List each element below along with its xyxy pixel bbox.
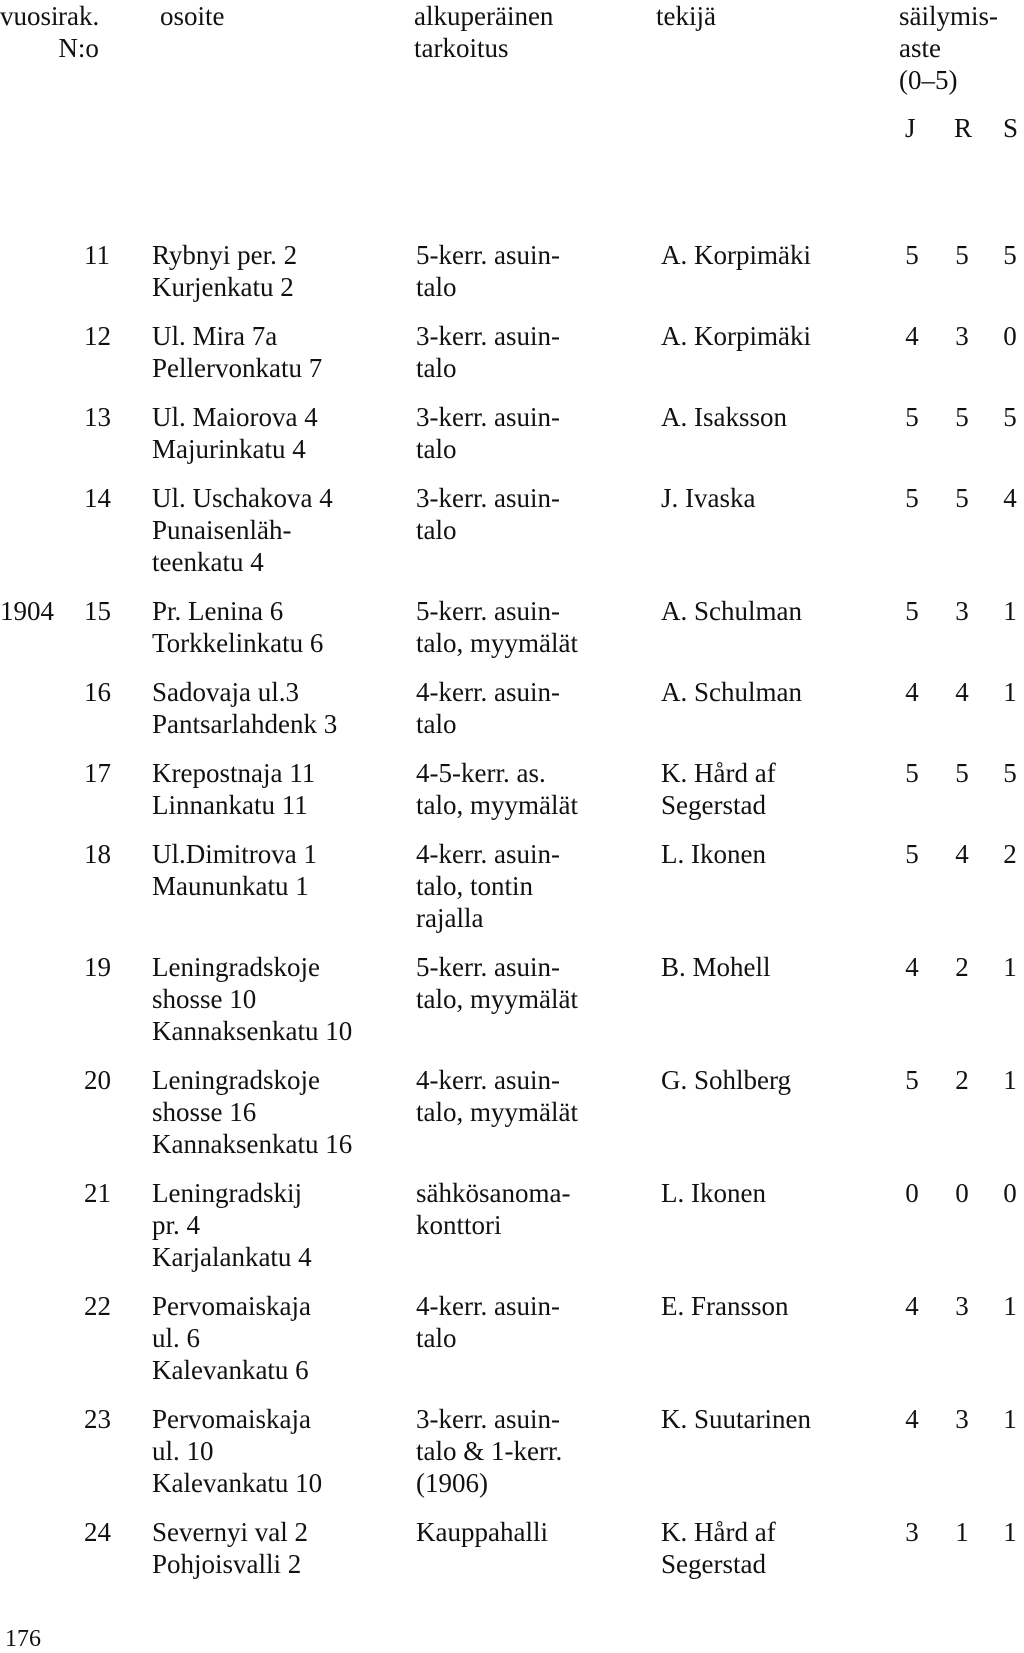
row-number: 19 [84,952,111,982]
table-row [0,401,1024,482]
row-score-j: 5 [905,1065,919,1095]
row-number: 23 [84,1404,111,1434]
row-score-r: 5 [955,240,969,270]
row-score-s: 0 [1003,321,1017,351]
row-score-r: 3 [955,321,969,351]
header-r: R [954,113,973,143]
row-purpose: 3-kerr. asuin- talo & 1-kerr. (1906) [416,1404,563,1498]
row-purpose: 4-kerr. asuin- talo, myymälät [416,1065,578,1127]
row-address: Sadovaja ul.3 Pantsarlahdenk 3 [152,677,338,739]
header-alkuperainen-tarkoitus: alkuperäinen tarkoitus [414,1,554,63]
row-author: G. Sohlberg [661,1065,792,1095]
row-address: Ul. Mira 7a Pellervonkatu 7 [152,321,323,383]
row-number: 16 [84,677,111,707]
row-address: Rybnyi per. 2 Kurjenkatu 2 [152,240,298,302]
table-row [0,239,1024,320]
row-score-j: 5 [905,839,919,869]
row-score-r: 2 [955,1065,969,1095]
row-author: A. Schulman [661,677,802,707]
row-address: Krepostnaja 11 Linnankatu 11 [152,758,316,820]
row-score-j: 0 [905,1178,919,1208]
building-table [0,239,1024,1597]
table-row [0,595,1024,676]
row-score-s: 1 [1003,1065,1017,1095]
row-author: B. Mohell [661,952,771,982]
row-purpose: 5-kerr. asuin- talo, myymälät [416,952,578,1014]
row-purpose: 3-kerr. asuin- talo [416,483,560,545]
row-number: 22 [84,1291,111,1321]
row-score-s: 4 [1003,483,1017,513]
row-score-s: 1 [1003,1517,1017,1547]
row-number: 21 [84,1178,111,1208]
row-author: K. Hård af Segerstad [661,758,776,820]
table-row [0,1290,1024,1403]
row-score-s: 1 [1003,1291,1017,1321]
row-author: L. Ikonen [661,839,766,869]
row-author: J. Ivaska [661,483,756,513]
row-score-r: 2 [955,952,969,982]
table-row [0,1403,1024,1516]
row-score-r: 3 [955,1291,969,1321]
row-address: Pervomaiskaja ul. 10 Kalevankatu 10 [152,1404,323,1498]
header-s: S [1003,113,1019,143]
row-score-s: 5 [1003,402,1017,432]
row-number: 24 [84,1517,111,1547]
row-score-j: 5 [905,402,919,432]
row-score-s: 1 [1003,677,1017,707]
row-purpose: 3-kerr. asuin- talo [416,402,560,464]
row-address: Ul.Dimitrova 1 Maununkatu 1 [152,839,317,901]
row-score-j: 3 [905,1517,919,1547]
row-score-j: 5 [905,596,919,626]
row-score-r: 0 [955,1178,969,1208]
row-purpose: 4-kerr. asuin- talo [416,1291,560,1353]
header-j: J [905,113,916,143]
row-score-r: 4 [955,677,969,707]
row-score-s: 1 [1003,596,1017,626]
row-score-j: 4 [905,321,919,351]
row-year: 1904 [0,596,54,626]
row-author: A. Isaksson [661,402,787,432]
table-row [0,1064,1024,1177]
row-number: 17 [84,758,111,788]
row-score-r: 1 [955,1517,969,1547]
header-sailymisaste: säilymis- aste (0–5) [899,1,998,95]
table-row [0,1177,1024,1290]
table-row [0,676,1024,757]
row-author: A. Korpimäki [661,240,811,270]
row-score-j: 5 [905,758,919,788]
row-purpose: 4-kerr. asuin- talo [416,677,560,739]
row-address: Pervomaiskaja ul. 6 Kalevankatu 6 [152,1291,311,1385]
row-score-r: 4 [955,839,969,869]
row-score-s: 5 [1003,758,1017,788]
row-author: K. Hård af Segerstad [661,1517,776,1579]
row-score-j: 4 [905,1404,919,1434]
row-score-j: 5 [905,240,919,270]
header-osoite: osoite [160,1,225,31]
row-address: Severnyi val 2 Pohjoisvalli 2 [152,1517,308,1579]
table-row [0,1516,1024,1597]
row-score-j: 4 [905,677,919,707]
table-row [0,482,1024,595]
table-row [0,951,1024,1064]
row-score-j: 5 [905,483,919,513]
header-rak-no: rak. N:o [58,1,100,63]
row-number: 13 [84,402,111,432]
row-purpose: 3-kerr. asuin- talo [416,321,560,383]
row-address: Ul. Maiorova 4 Majurinkatu 4 [152,402,318,464]
row-address: Leningradskoje shosse 16 Kannaksenkatu 16 [152,1065,353,1159]
row-score-s: 2 [1003,839,1017,869]
header-tekija: tekijä [656,1,716,31]
row-address: Pr. Lenina 6 Torkkelinkatu 6 [152,596,324,658]
row-address: Ul. Uschakova 4 Punaisenläh- teenkatu 4 [152,483,333,577]
row-score-s: 5 [1003,240,1017,270]
row-score-s: 1 [1003,952,1017,982]
row-number: 12 [84,321,111,351]
row-number: 15 [84,596,111,626]
row-number: 18 [84,839,111,869]
row-author: E. Fransson [661,1291,789,1321]
table-row [0,320,1024,401]
row-number: 20 [84,1065,111,1095]
row-number: 11 [84,240,110,270]
row-purpose: 4-kerr. asuin- talo, tontin rajalla [416,839,560,933]
row-author: A. Schulman [661,596,802,626]
row-number: 14 [84,483,111,513]
table-row [0,757,1024,838]
row-score-j: 4 [905,952,919,982]
row-purpose: 5-kerr. asuin- talo [416,240,560,302]
row-address: Leningradskoje shosse 10 Kannaksenkatu 10 [152,952,353,1046]
row-score-r: 3 [955,596,969,626]
row-author: L. Ikonen [661,1178,766,1208]
row-score-r: 3 [955,1404,969,1434]
row-purpose: Kauppahalli [416,1517,548,1547]
row-score-r: 5 [955,483,969,513]
row-score-s: 1 [1003,1404,1017,1434]
row-score-s: 0 [1003,1178,1017,1208]
row-score-r: 5 [955,758,969,788]
row-score-r: 5 [955,402,969,432]
row-purpose: 4-5-kerr. as. talo, myymälät [416,758,578,820]
header-vuosi: vuosi [0,1,59,31]
row-author: A. Korpimäki [661,321,811,351]
row-purpose: 5-kerr. asuin- talo, myymälät [416,596,578,658]
page-number: 176 [5,1626,41,1652]
row-purpose: sähkösanoma- konttori [416,1178,571,1240]
row-address: Leningradskij pr. 4 Karjalankatu 4 [152,1178,312,1272]
row-author: K. Suutarinen [661,1404,811,1434]
row-score-j: 4 [905,1291,919,1321]
table-row [0,838,1024,951]
